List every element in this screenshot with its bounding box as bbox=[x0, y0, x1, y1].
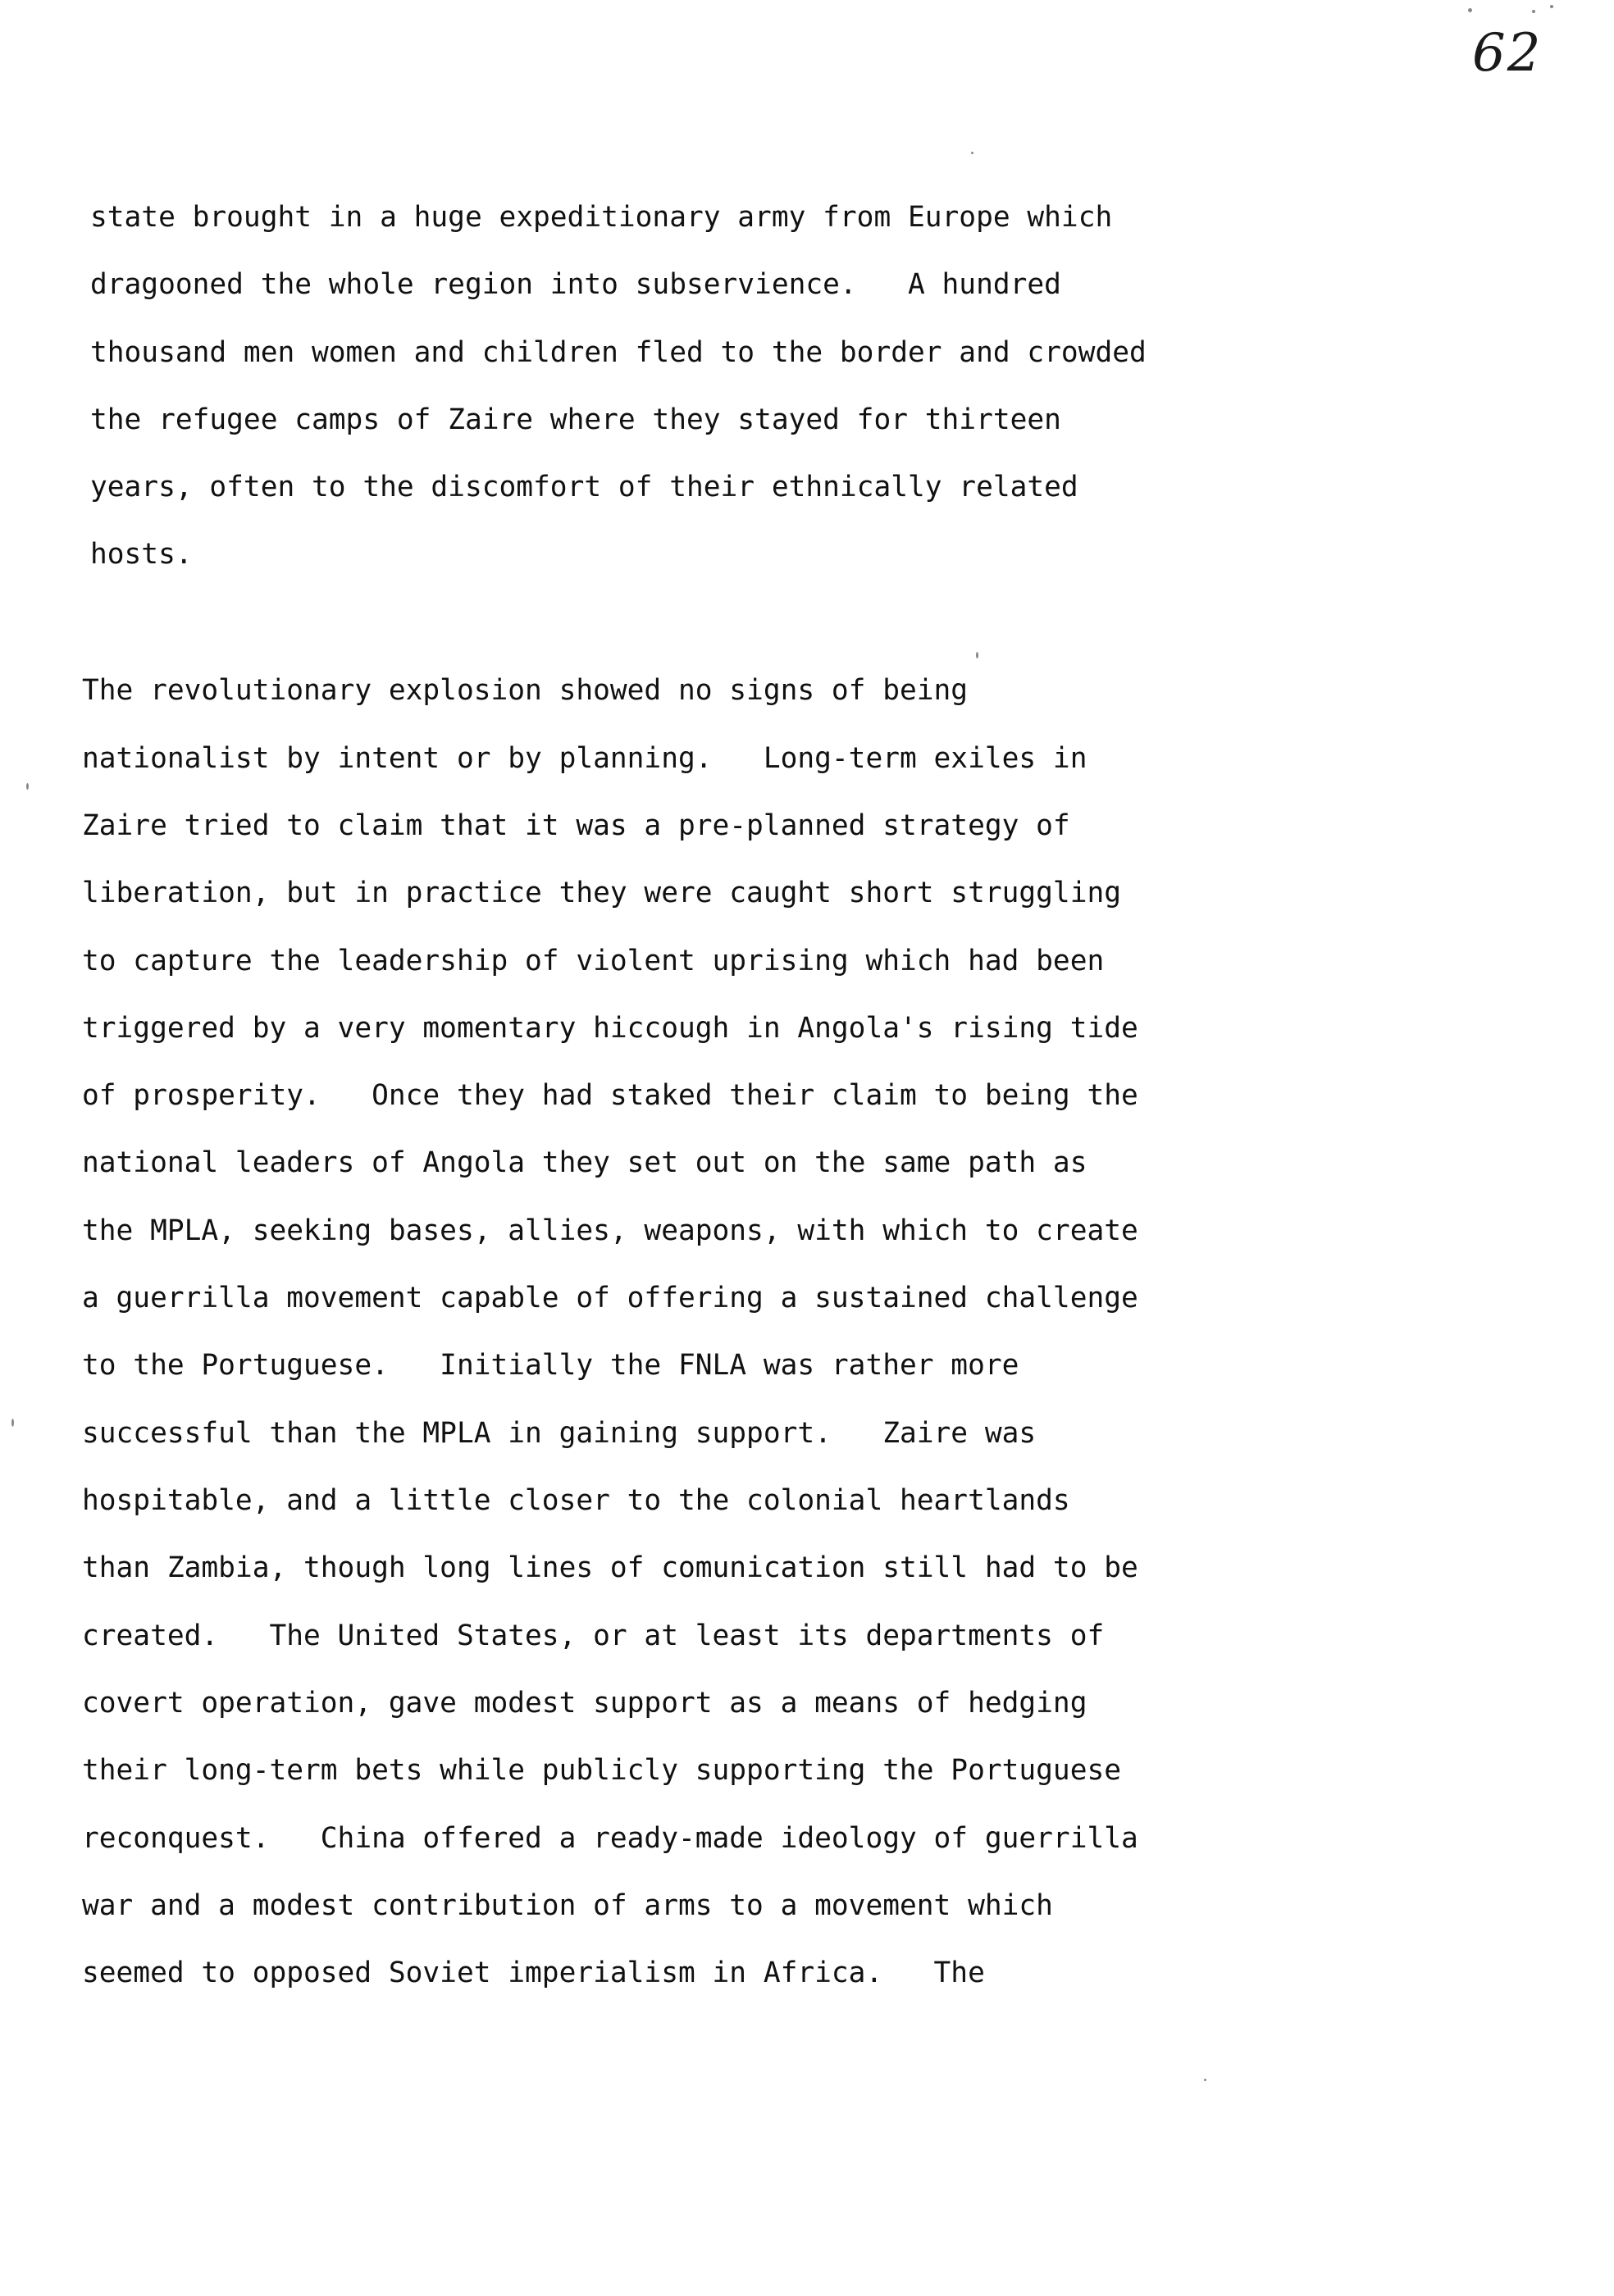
text-line: state brought in a huge expeditionary army from Europe which bbox=[90, 201, 1113, 234]
text-line: reconquest. China offered a ready-made ideology of guerrilla bbox=[82, 1822, 1138, 1855]
text-line: hospitable, and a little closer to the colonial heartlands bbox=[82, 1484, 1070, 1517]
text-line: nationalist by intent or by planning. Long-term exiles in bbox=[82, 742, 1087, 775]
scan-speck bbox=[1532, 10, 1535, 13]
text-line: dragooned the whole region into subservience. A hundred bbox=[90, 268, 1061, 301]
text-line: thousand men women and children fled to the border and crowded bbox=[90, 336, 1147, 369]
text-line: Zaire tried to claim that it was a pre-planned strategy of bbox=[82, 809, 1070, 842]
scan-speck bbox=[26, 783, 29, 790]
text-line: of prosperity. Once they had staked their claim to being the bbox=[82, 1079, 1138, 1112]
text-line: seemed to opposed Soviet imperialism in Africa. The bbox=[82, 1957, 985, 1989]
text-line: their long-term bets while publicly supporting the Portuguese bbox=[82, 1754, 1122, 1787]
scan-speck bbox=[1468, 8, 1472, 12]
text-line: The revolutionary explosion showed no signs of being bbox=[82, 674, 969, 707]
scan-speck bbox=[976, 652, 978, 658]
text-line: than Zambia, though long lines of comunication still had to be bbox=[82, 1551, 1138, 1584]
text-line: a guerrilla movement capable of offering a sustained challenge bbox=[82, 1282, 1138, 1314]
scan-speck bbox=[1204, 2079, 1206, 2081]
page-number: 62 bbox=[1472, 23, 1543, 84]
text-line: the refugee camps of Zaire where they stayed for thirteen bbox=[90, 403, 1061, 436]
scan-speck bbox=[11, 1419, 14, 1427]
text-line: war and a modest contribution of arms to a movement which bbox=[82, 1889, 1053, 1922]
text-line: created. The United States, or at least its departments of bbox=[82, 1620, 1105, 1652]
text-line: to the Portuguese. Initially the FNLA was rather more bbox=[82, 1349, 1019, 1382]
text-line: the MPLA, seeking bases, allies, weapons, with which to create bbox=[82, 1214, 1138, 1247]
text-line: successful than the MPLA in gaining support. Zaire was bbox=[82, 1417, 1037, 1450]
text-line: national leaders of Angola they set out on the same path as bbox=[82, 1146, 1087, 1179]
text-line: liberation, but in practice they were caught short struggling bbox=[82, 877, 1122, 909]
text-line: to capture the leadership of violent uprising which had been bbox=[82, 945, 1105, 977]
scan-speck bbox=[1550, 5, 1553, 8]
text-line: years, often to the discomfort of their ethnically related bbox=[90, 471, 1078, 503]
text-line: hosts. bbox=[90, 538, 193, 571]
text-line: covert operation, gave modest support as a means of hedging bbox=[82, 1687, 1087, 1720]
scan-speck bbox=[971, 152, 973, 154]
text-line: triggered by a very momentary hiccough in Angola's rising tide bbox=[82, 1012, 1138, 1045]
